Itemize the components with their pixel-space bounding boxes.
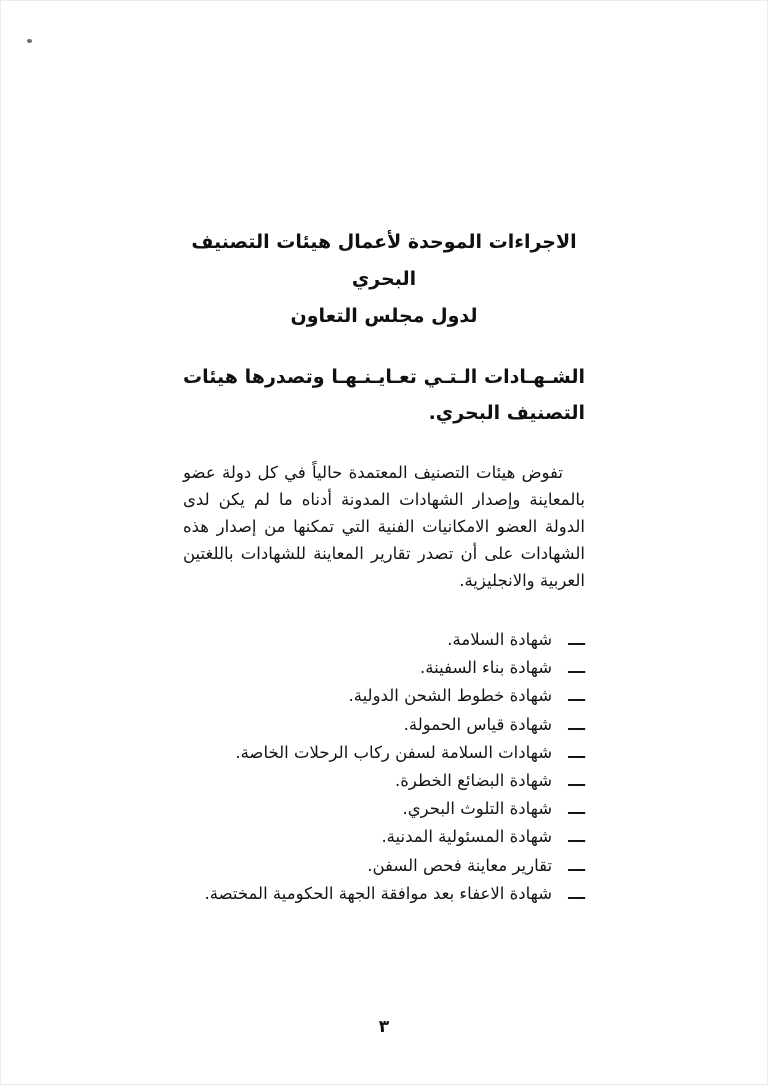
list-item: [183, 739, 585, 767]
dash-marker: ـــ: [568, 883, 585, 903]
list-item: [183, 654, 585, 682]
list-item-text: شهادة التلوث البحري.: [402, 799, 553, 819]
dash-marker: ـــ: [568, 771, 585, 791]
title-line-1: الاجراءات الموحدة لأعمال هيئات التصنيف البحري: [191, 231, 577, 290]
dash-marker: ـــ: [568, 658, 585, 678]
list-item-text: شهادة خطوط الشحن الدولية.: [348, 686, 553, 706]
list-item-text: شهادة الاعفاء بعد موافقة الجهة الحكومية المختصة.: [204, 883, 553, 903]
list-item-text: تقارير معاينة فحص السفن.: [367, 855, 553, 875]
dash-marker: ـــ: [568, 686, 585, 706]
list-item-text: شهادة المسئولية المدنية.: [381, 827, 553, 847]
list-item-text: شهادة قياس الحمولة.: [403, 714, 553, 734]
dash-marker: ـــ: [568, 855, 585, 875]
page-number: ٣: [378, 1017, 390, 1037]
list-item: [183, 880, 585, 908]
certificates-list: [183, 626, 585, 908]
dash-marker: ـــ: [568, 714, 585, 734]
dash-marker: ـــ: [568, 742, 585, 762]
list-item-text: شهادة بناء السفينة.: [420, 658, 553, 678]
list-item: [183, 767, 585, 795]
list-item: [183, 823, 585, 851]
document-title: [183, 224, 585, 335]
page-content: [183, 224, 585, 908]
list-item: [183, 795, 585, 823]
title-line-2: لدول مجلس التعاون: [290, 305, 478, 327]
dash-marker: ـــ: [568, 827, 585, 847]
dash-marker: ـــ: [568, 630, 585, 649]
scan-artifact: [27, 39, 32, 43]
section-heading: الشـهـادات الـتـي تعـايـنـهـا وتصدرها هيئات التصنيف البحري.: [183, 366, 585, 424]
list-item-text: شهادة السلامة.: [447, 630, 553, 649]
intro-paragraph: تفوض هيئات التصنيف المعتمدة حالياً في كل دولة عضو بالمعاينة وإصدار الشهادات المدونة أدناه ما لم يكن لدى الدولة العضو الامكانيات الفنية التي تمكنها من إصدار هذه الشهادات على أن تصدر تقارير المعاينة للشهادات باللغتين العربية والانجليزية.: [183, 463, 585, 590]
list-item: [183, 682, 585, 710]
dash-marker: ـــ: [568, 799, 585, 819]
list-item: [183, 852, 585, 880]
list-item-text: شهادة البضائع الخطرة.: [395, 771, 553, 791]
list-item: [183, 626, 585, 654]
list-item-text: شهادات السلامة لسفن ركاب الرحلات الخاصة.: [235, 742, 553, 762]
list-item: [183, 711, 585, 739]
